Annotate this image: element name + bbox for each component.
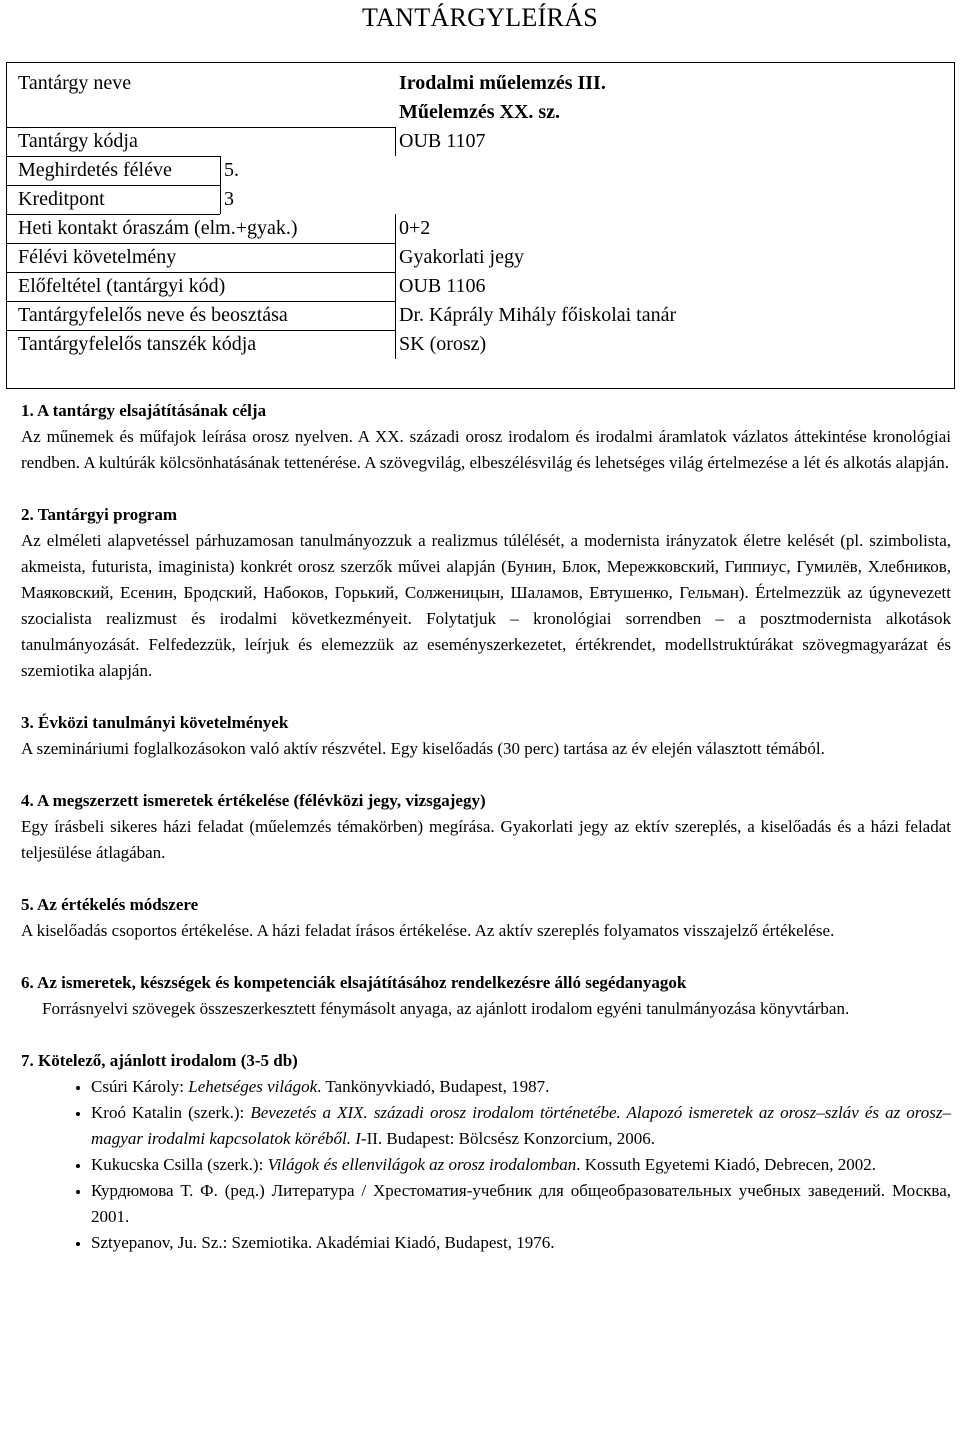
table-rule: [220, 156, 221, 214]
section-materials: [21, 970, 951, 1022]
table-rule: [7, 272, 395, 273]
table-rule: [7, 214, 220, 215]
section-text: Forrásnyelvi szövegek összeszerkesztett fénymásolt anyaga, az ajánlott irodalom egyéni tanulmányozása könyvtárban.: [42, 999, 850, 1018]
reference-list: [21, 1074, 951, 1256]
list-item: • Курдюмова Т. Ф. (ред.) Литература / Хрестоматия-учебник для общеобразовательных учебных заведений. Москва, 2001.: [91, 1178, 951, 1230]
info-label: Tantárgyfelelős tanszék kódja: [18, 333, 257, 355]
info-value: 3: [224, 188, 234, 210]
section-text: Az műnemek és műfajok leírása orosz nyelven. A XX. századi orosz irodalom és irodalmi áramlatok vázlatos áttekintése kronológiai rendben. A kultúrák kölcsönhatásának tettenérése. A szövegvilág, elbeszélésvilág és lehetséges világ értelmezése a lét és alkotás alapján.: [21, 427, 951, 472]
info-value: OUB 1107: [399, 130, 486, 152]
table-rule: [395, 127, 396, 156]
info-value: OUB 1106: [399, 275, 486, 297]
info-value: 5.: [224, 159, 239, 181]
info-value: Gyakorlati jegy: [399, 246, 524, 268]
info-label: Meghirdetés féléve: [18, 159, 172, 181]
info-label: Tantárgy kódja: [18, 130, 138, 152]
table-rule: [7, 156, 220, 157]
list-item: • Csúri Károly: Lehetséges világok. Tankönyvkiadó, Budapest, 1987.: [91, 1074, 951, 1100]
info-label: Félévi követelmény: [18, 246, 177, 268]
description-content: [21, 398, 951, 1256]
section-heading: 5. Az értékelés módszere: [21, 895, 199, 914]
section-assessment: [21, 788, 951, 866]
list-item: • Kukucska Csilla (szerk.): Világok és ellenvilágok az orosz irodalomban. Kossuth Egyetemi Kiadó, Debrecen, 2002.: [91, 1152, 951, 1178]
section-program: [21, 502, 951, 684]
section-heading: 6. Az ismeretek, készségek és kompetenciák elsajátításához rendelkezésre álló segédanyagok: [21, 973, 687, 992]
info-label: Előfeltétel (tantárgyi kód): [18, 275, 226, 297]
section-heading: 4. A megszerzett ismeretek értékelése (félévközi jegy, vizsgajegy): [21, 791, 486, 810]
table-rule: [7, 127, 395, 128]
section-heading: 2. Tantárgyi program: [21, 505, 178, 524]
table-rule: [7, 185, 220, 186]
info-value: Dr. Káprály Mihály főiskolai tanár: [399, 304, 677, 326]
info-label: Tantárgyfelelős neve és beosztása: [18, 304, 288, 326]
table-rule: [395, 214, 396, 359]
info-value: Irodalmi műelemzés III.: [399, 72, 606, 94]
section-text: A szemináriumi foglalkozásokon való aktív részvétel. Egy kiselőadás (30 perc) tartása az év elején választott témából.: [21, 739, 825, 758]
list-item: • Kroó Katalin (szerk.): Bevezetés a XIX. századi orosz irodalom történetébe. Alapozó ismeretek az orosz–szláv és az orosz–magyar irodalmi kapcsolatok köréből. I-II. Budapest: Bölcsész Konzorcium, 2006.: [91, 1100, 951, 1152]
info-label: Heti kontakt óraszám (elm.+gyak.): [18, 217, 298, 239]
section-goal: [21, 398, 951, 476]
course-info-table: [6, 62, 955, 389]
info-label: Kreditpont: [18, 188, 105, 210]
table-rule: [7, 301, 395, 302]
section-heading: 7. Kötelező, ajánlott irodalom (3-5 db): [21, 1051, 298, 1070]
table-rule: [7, 330, 395, 331]
info-label: Tantárgy neve: [18, 72, 132, 94]
info-value: Műelemzés XX. sz.: [399, 101, 561, 123]
section-method: [21, 892, 951, 944]
section-heading: 3. Évközi tanulmányi követelmények: [21, 713, 289, 732]
page-title: TANTÁRGYLEÍRÁS: [361, 3, 599, 32]
section-literature: [21, 1048, 951, 1256]
list-item: • Sztyepanov, Ju. Sz.: Szemiotika. Akadémiai Kiadó, Budapest, 1976.: [91, 1230, 951, 1256]
section-text: Egy írásbeli sikeres házi feladat (műelemzés témakörben) megírása. Gyakorlati jegy az ektív szereplés, a kiselőadás és a házi feladat teljesülése átlagában.: [21, 817, 951, 862]
section-heading: 1. A tantárgy elsajátításának célja: [21, 401, 267, 420]
section-text: Az elméleti alapvetéssel párhuzamosan tanulmányozzuk a realizmus túlélését, a modernista irányzatok életre kelését (pl. szimbolista, akmeista, futurista, imaginista) konkrét orosz szerzők művei alapján (Бунин, Блок, Мережковский, Гиппиус, Гумилёв, Хлебников, Маяковский, Есенин, Бродский, Набоков, Горький, Солженицын, Шаламов, Евтушенко, Гельман). Értelmezzük az úgynevezett szocialista realizmust és irodalmi következményeit. Folytatjuk – kronológiai sorrendben – a posztmodernista alkotások tanulmányozását. Felfedezzük, leírjuk és elemezzük az eseményszerkezetet, értékrendet, modellstruktúrákat szövegmagyarázat és szemiotika alapján.: [21, 531, 951, 680]
info-value: 0+2: [399, 217, 431, 239]
info-value: SK (orosz): [399, 333, 487, 355]
table-rule: [7, 243, 395, 244]
section-text: A kiselőadás csoportos értékelése. A házi feladat írásos értékelése. Az aktív szereplés folyamatos visszajelző értékelése.: [21, 921, 835, 940]
section-requirements: [21, 710, 951, 762]
